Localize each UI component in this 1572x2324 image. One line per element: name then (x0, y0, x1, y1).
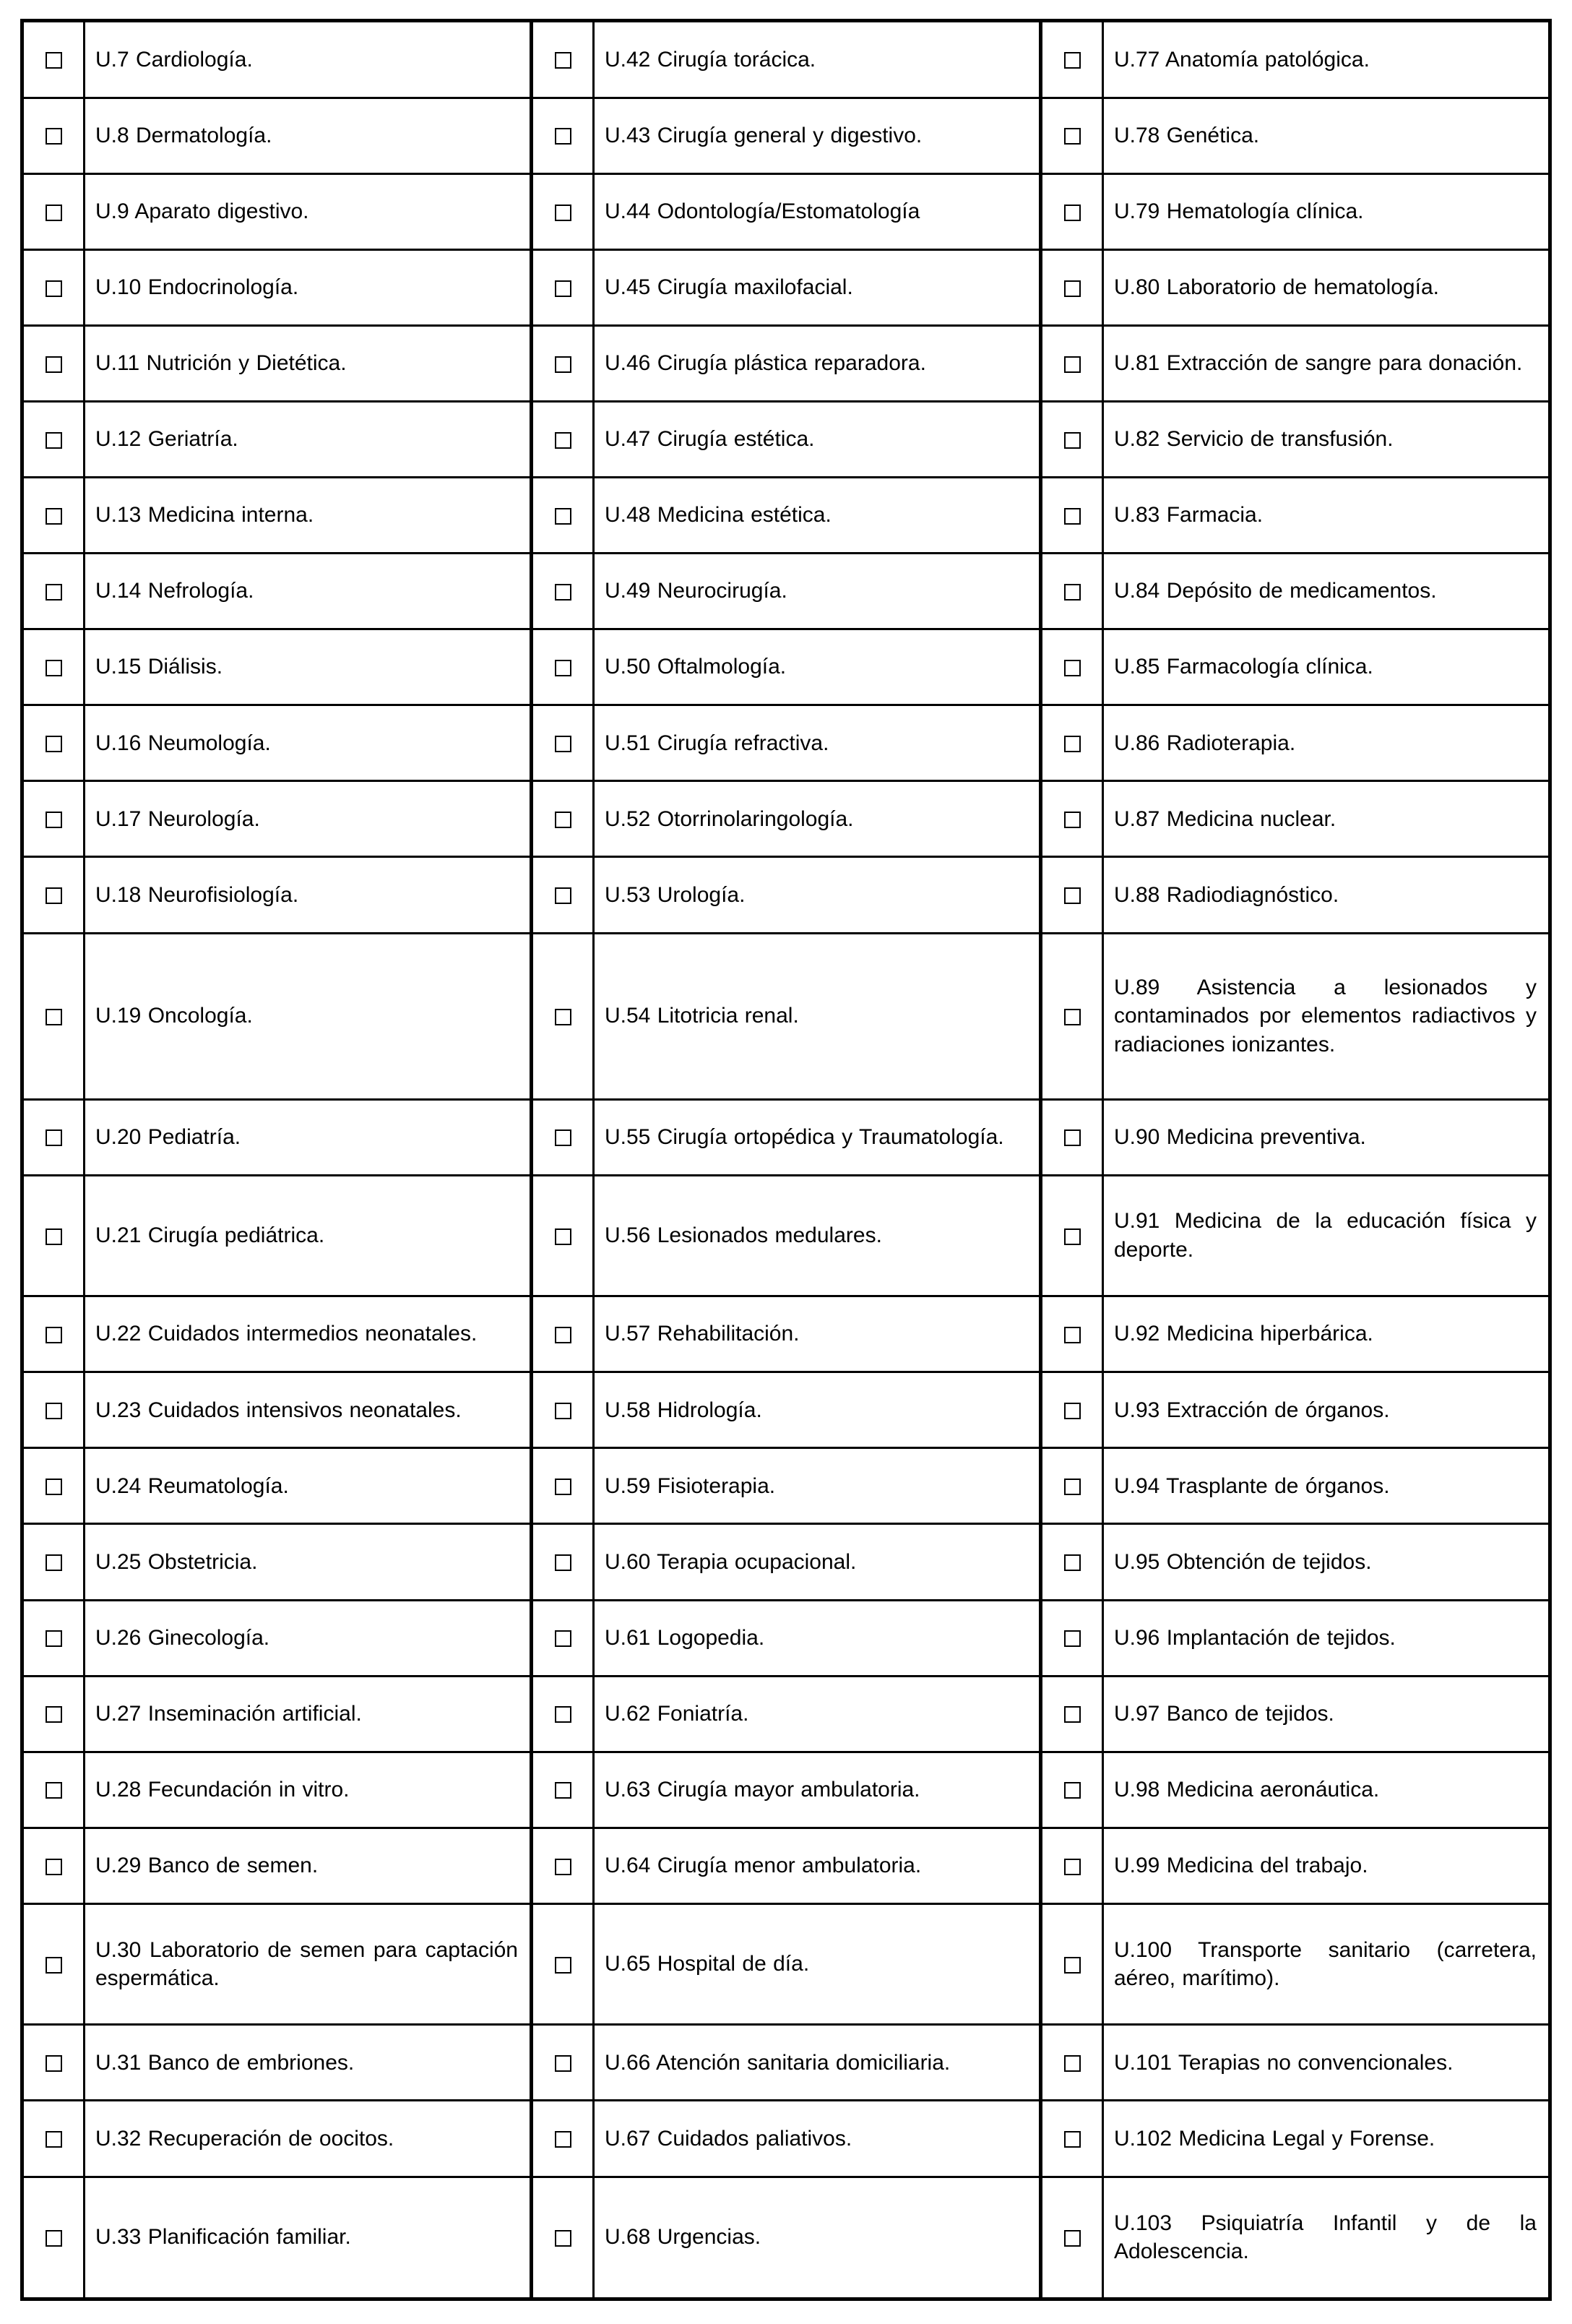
unit-label: U.68 Urgencias. (594, 2177, 1041, 2299)
table-row (22, 1828, 1550, 1903)
unit-label: U.29 Banco de semen. (85, 1828, 532, 1903)
units-table-body (22, 21, 1550, 2299)
unit-checkbox-icon[interactable] (1064, 1479, 1081, 1495)
unit-checkbox-icon[interactable] (46, 432, 62, 449)
unit-checkbox-icon[interactable] (1064, 660, 1081, 676)
checkbox-cell (532, 1296, 594, 1372)
unit-checkbox-icon[interactable] (1064, 280, 1081, 297)
unit-label: U.24 Reumatología. (85, 1448, 532, 1524)
unit-label: U.19 Oncología. (85, 933, 532, 1099)
unit-checkbox-icon[interactable] (555, 128, 571, 145)
table-row (22, 1752, 1550, 1828)
unit-checkbox-icon[interactable] (46, 1009, 62, 1025)
checkbox-cell (1041, 2025, 1103, 2101)
checkbox-cell (1041, 1099, 1103, 1175)
checkbox-cell (1041, 1524, 1103, 1600)
checkbox-cell (532, 933, 594, 1099)
unit-checkbox-icon[interactable] (46, 584, 62, 601)
checkbox-cell (22, 1828, 85, 1903)
unit-label: U.23 Cuidados intensivos neonatales. (85, 1372, 532, 1448)
unit-checkbox-icon[interactable] (46, 812, 62, 828)
unit-label: U.52 Otorrinolaringología. (594, 781, 1041, 857)
unit-label: U.102 Medicina Legal y Forense. (1103, 2101, 1550, 2177)
unit-label: U.88 Radiodiagnóstico. (1103, 857, 1550, 933)
checkbox-cell (532, 1903, 594, 2025)
checkbox-cell (22, 1676, 85, 1752)
checkbox-cell (22, 1448, 85, 1524)
unit-label: U.47 Cirugía estética. (594, 401, 1041, 477)
checkbox-cell (532, 1448, 594, 1524)
checkbox-cell (1041, 249, 1103, 325)
table-row (22, 2177, 1550, 2299)
unit-checkbox-icon[interactable] (555, 1957, 571, 1974)
unit-label: U.22 Cuidados intermedios neonatales. (85, 1296, 532, 1372)
table-row (22, 98, 1550, 173)
unit-checkbox-icon[interactable] (1064, 1009, 1081, 1025)
checkbox-cell (22, 2177, 85, 2299)
unit-checkbox-icon[interactable] (555, 2131, 571, 2148)
checkbox-cell (1041, 1600, 1103, 1676)
unit-label: U.84 Depósito de medicamentos. (1103, 554, 1550, 629)
unit-label: U.31 Banco de embriones. (85, 2025, 532, 2101)
unit-checkbox-icon[interactable] (555, 2055, 571, 2072)
checkbox-cell (532, 1524, 594, 1600)
unit-checkbox-icon[interactable] (1064, 736, 1081, 752)
table-row (22, 554, 1550, 629)
checkbox-cell (22, 933, 85, 1099)
unit-checkbox-icon[interactable] (555, 736, 571, 752)
unit-label: U.61 Logopedia. (594, 1600, 1041, 1676)
unit-label: U.79 Hematología clínica. (1103, 173, 1550, 249)
unit-label: U.86 Radioterapia. (1103, 705, 1550, 781)
unit-checkbox-icon[interactable] (46, 1403, 62, 1419)
unit-label: U.13 Medicina interna. (85, 478, 532, 554)
unit-label: U.55 Cirugía ortopédica y Traumatología. (594, 1099, 1041, 1175)
checkbox-cell (532, 21, 594, 98)
unit-checkbox-icon[interactable] (555, 1228, 571, 1245)
unit-label: U.98 Medicina aeronáutica. (1103, 1752, 1550, 1828)
unit-checkbox-icon[interactable] (1064, 1554, 1081, 1571)
unit-checkbox-icon[interactable] (46, 660, 62, 676)
unit-label: U.64 Cirugía menor ambulatoria. (594, 1828, 1041, 1903)
checkbox-cell (22, 2025, 85, 2101)
unit-label: U.57 Rehabilitación. (594, 1296, 1041, 1372)
checkbox-cell (1041, 629, 1103, 705)
unit-checkbox-icon[interactable] (555, 280, 571, 297)
unit-checkbox-icon[interactable] (1064, 887, 1081, 904)
unit-checkbox-icon[interactable] (555, 2230, 571, 2247)
checkbox-cell (532, 554, 594, 629)
unit-label: U.66 Atención sanitaria domiciliaria. (594, 2025, 1041, 2101)
checkbox-cell (1041, 1372, 1103, 1448)
unit-label: U.95 Obtención de tejidos. (1103, 1524, 1550, 1600)
unit-label: U.30 Laboratorio de semen para captación espermática. (85, 1903, 532, 2025)
unit-checkbox-icon[interactable] (46, 1554, 62, 1571)
checkbox-cell (532, 2177, 594, 2299)
unit-checkbox-icon[interactable] (555, 1009, 571, 1025)
checkbox-cell (22, 857, 85, 933)
table-row (22, 1372, 1550, 1448)
unit-checkbox-icon[interactable] (555, 205, 571, 221)
unit-checkbox-icon[interactable] (555, 1630, 571, 1647)
unit-checkbox-icon[interactable] (555, 52, 571, 69)
unit-checkbox-icon[interactable] (46, 356, 62, 373)
checkbox-cell (22, 325, 85, 401)
unit-label: U.90 Medicina preventiva. (1103, 1099, 1550, 1175)
table-row (22, 781, 1550, 857)
unit-checkbox-icon[interactable] (46, 128, 62, 145)
unit-label: U.91 Medicina de la educación física y deporte. (1103, 1175, 1550, 1296)
unit-label: U.25 Obstetricia. (85, 1524, 532, 1600)
checkbox-cell (532, 249, 594, 325)
unit-checkbox-icon[interactable] (555, 1129, 571, 1146)
unit-checkbox-icon[interactable] (555, 1859, 571, 1875)
unit-label: U.14 Nefrología. (85, 554, 532, 629)
unit-checkbox-icon[interactable] (1064, 128, 1081, 145)
table-row (22, 249, 1550, 325)
unit-checkbox-icon[interactable] (555, 1403, 571, 1419)
unit-checkbox-icon[interactable] (555, 508, 571, 525)
unit-label: U.53 Urología. (594, 857, 1041, 933)
unit-checkbox-icon[interactable] (46, 1706, 62, 1723)
checkbox-cell (22, 1524, 85, 1600)
table-row (22, 1296, 1550, 1372)
checkbox-cell (532, 2101, 594, 2177)
unit-label: U.87 Medicina nuclear. (1103, 781, 1550, 857)
unit-label: U.67 Cuidados paliativos. (594, 2101, 1041, 2177)
unit-checkbox-icon[interactable] (46, 205, 62, 221)
units-table (20, 19, 1552, 2301)
unit-label: U.43 Cirugía general y digestivo. (594, 98, 1041, 173)
unit-label: U.56 Lesionados medulares. (594, 1175, 1041, 1296)
unit-checkbox-icon[interactable] (46, 1228, 62, 1245)
unit-checkbox-icon[interactable] (555, 1327, 571, 1343)
unit-label: U.92 Medicina hiperbárica. (1103, 1296, 1550, 1372)
unit-label: U.93 Extracción de órganos. (1103, 1372, 1550, 1448)
unit-checkbox-icon[interactable] (1064, 2230, 1081, 2247)
unit-checkbox-icon[interactable] (555, 584, 571, 601)
unit-checkbox-icon[interactable] (46, 736, 62, 752)
table-row (22, 705, 1550, 781)
unit-checkbox-icon[interactable] (555, 356, 571, 373)
unit-label: U.58 Hidrología. (594, 1372, 1041, 1448)
unit-label: U.82 Servicio de transfusión. (1103, 401, 1550, 477)
unit-label: U.49 Neurocirugía. (594, 554, 1041, 629)
unit-label: U.51 Cirugía refractiva. (594, 705, 1041, 781)
checkbox-cell (532, 325, 594, 401)
unit-checkbox-icon[interactable] (1064, 1630, 1081, 1647)
checkbox-cell (22, 173, 85, 249)
unit-label: U.8 Dermatología. (85, 98, 532, 173)
checkbox-cell (1041, 1448, 1103, 1524)
unit-checkbox-icon[interactable] (46, 887, 62, 904)
checkbox-cell (22, 781, 85, 857)
checkbox-cell (532, 1099, 594, 1175)
unit-label: U.28 Fecundación in vitro. (85, 1752, 532, 1828)
unit-checkbox-icon[interactable] (1064, 1782, 1081, 1799)
unit-checkbox-icon[interactable] (1064, 1228, 1081, 1245)
unit-label: U.100 Transporte sanitario (carretera, aéreo, marítimo). (1103, 1903, 1550, 2025)
unit-checkbox-icon[interactable] (555, 1554, 571, 1571)
unit-checkbox-icon[interactable] (555, 1479, 571, 1495)
table-row (22, 21, 1550, 98)
checkbox-cell (532, 629, 594, 705)
unit-label: U.7 Cardiología. (85, 21, 532, 98)
unit-checkbox-icon[interactable] (1064, 584, 1081, 601)
unit-label: U.21 Cirugía pediátrica. (85, 1175, 532, 1296)
table-row (22, 1600, 1550, 1676)
checkbox-cell (1041, 781, 1103, 857)
unit-label: U.94 Trasplante de órganos. (1103, 1448, 1550, 1524)
unit-label: U.32 Recuperación de oocitos. (85, 2101, 532, 2177)
unit-checkbox-icon[interactable] (1064, 2131, 1081, 2148)
checkbox-cell (532, 173, 594, 249)
unit-checkbox-icon[interactable] (1064, 508, 1081, 525)
unit-checkbox-icon[interactable] (46, 1957, 62, 1974)
table-row (22, 2101, 1550, 2177)
checkbox-cell (1041, 98, 1103, 173)
checkbox-cell (1041, 325, 1103, 401)
unit-label: U.59 Fisioterapia. (594, 1448, 1041, 1524)
checkbox-cell (22, 554, 85, 629)
unit-label: U.96 Implantación de tejidos. (1103, 1600, 1550, 1676)
unit-label: U.78 Genética. (1103, 98, 1550, 173)
checkbox-cell (22, 1600, 85, 1676)
unit-checkbox-icon[interactable] (555, 812, 571, 828)
unit-label: U.42 Cirugía torácica. (594, 21, 1041, 98)
checkbox-cell (532, 1676, 594, 1752)
unit-label: U.99 Medicina del trabajo. (1103, 1828, 1550, 1903)
table-row (22, 1903, 1550, 2025)
table-row (22, 933, 1550, 1099)
unit-checkbox-icon[interactable] (1064, 812, 1081, 828)
checkbox-cell (532, 705, 594, 781)
unit-checkbox-icon[interactable] (46, 1129, 62, 1146)
table-row (22, 1676, 1550, 1752)
unit-label: U.9 Aparato digestivo. (85, 173, 532, 249)
checkbox-cell (532, 98, 594, 173)
checkbox-cell (22, 1372, 85, 1448)
checkbox-cell (532, 1600, 594, 1676)
unit-label: U.18 Neurofisiología. (85, 857, 532, 933)
unit-label: U.12 Geriatría. (85, 401, 532, 477)
unit-checkbox-icon[interactable] (555, 1782, 571, 1799)
checkbox-cell (532, 401, 594, 477)
checkbox-cell (22, 705, 85, 781)
checkbox-cell (1041, 857, 1103, 933)
unit-checkbox-icon[interactable] (46, 1782, 62, 1799)
checkbox-cell (1041, 1296, 1103, 1372)
checkbox-cell (22, 2101, 85, 2177)
unit-label: U.60 Terapia ocupacional. (594, 1524, 1041, 1600)
checkbox-cell (22, 1903, 85, 2025)
unit-label: U.20 Pediatría. (85, 1099, 532, 1175)
checkbox-cell (22, 98, 85, 173)
checkbox-cell (22, 249, 85, 325)
unit-checkbox-icon[interactable] (1064, 205, 1081, 221)
checkbox-cell (532, 781, 594, 857)
checkbox-cell (1041, 2101, 1103, 2177)
unit-checkbox-icon[interactable] (46, 1630, 62, 1647)
checkbox-cell (1041, 2177, 1103, 2299)
unit-checkbox-icon[interactable] (46, 52, 62, 69)
checkbox-cell (532, 1175, 594, 1296)
table-row (22, 1524, 1550, 1600)
checkbox-cell (1041, 1828, 1103, 1903)
unit-checkbox-icon[interactable] (46, 1479, 62, 1495)
table-row (22, 2025, 1550, 2101)
unit-label: U.97 Banco de tejidos. (1103, 1676, 1550, 1752)
unit-label: U.45 Cirugía maxilofacial. (594, 249, 1041, 325)
checkbox-cell (22, 21, 85, 98)
checkbox-cell (1041, 933, 1103, 1099)
checkbox-cell (1041, 401, 1103, 477)
unit-checkbox-icon[interactable] (46, 280, 62, 297)
unit-label: U.80 Laboratorio de hematología. (1103, 249, 1550, 325)
unit-checkbox-icon[interactable] (1064, 1859, 1081, 1875)
unit-label: U.63 Cirugía mayor ambulatoria. (594, 1752, 1041, 1828)
unit-label: U.54 Litotricia renal. (594, 933, 1041, 1099)
checkbox-cell (532, 1372, 594, 1448)
unit-label: U.77 Anatomía patológica. (1103, 21, 1550, 98)
checkbox-cell (532, 478, 594, 554)
unit-label: U.65 Hospital de día. (594, 1903, 1041, 2025)
checkbox-cell (1041, 1676, 1103, 1752)
checkbox-cell (1041, 1752, 1103, 1828)
unit-label: U.103 Psiquiatría Infantil y de la Adolescencia. (1103, 2177, 1550, 2299)
unit-checkbox-icon[interactable] (1064, 432, 1081, 449)
unit-checkbox-icon[interactable] (555, 660, 571, 676)
unit-checkbox-icon[interactable] (46, 1859, 62, 1875)
unit-label: U.50 Oftalmología. (594, 629, 1041, 705)
unit-checkbox-icon[interactable] (555, 887, 571, 904)
checkbox-cell (1041, 1903, 1103, 2025)
table-row (22, 325, 1550, 401)
unit-label: U.33 Planificación familiar. (85, 2177, 532, 2299)
unit-checkbox-icon[interactable] (1064, 1403, 1081, 1419)
table-row (22, 1175, 1550, 1296)
checkbox-cell (532, 1752, 594, 1828)
unit-checkbox-icon[interactable] (555, 432, 571, 449)
checkbox-cell (22, 629, 85, 705)
unit-checkbox-icon[interactable] (1064, 2055, 1081, 2072)
checkbox-cell (22, 401, 85, 477)
unit-checkbox-icon[interactable] (1064, 1706, 1081, 1723)
unit-label: U.44 Odontología/Estomatología (594, 173, 1041, 249)
checkbox-cell (22, 478, 85, 554)
table-row (22, 173, 1550, 249)
unit-label: U.11 Nutrición y Dietética. (85, 325, 532, 401)
checkbox-cell (532, 857, 594, 933)
unit-checkbox-icon[interactable] (46, 2230, 62, 2247)
checkbox-cell (1041, 554, 1103, 629)
checkbox-cell (1041, 705, 1103, 781)
checkbox-cell (1041, 21, 1103, 98)
checkbox-cell (22, 1296, 85, 1372)
unit-label: U.101 Terapias no convencionales. (1103, 2025, 1550, 2101)
checkbox-cell (22, 1175, 85, 1296)
checkbox-cell (1041, 478, 1103, 554)
checkbox-cell (532, 2025, 594, 2101)
unit-checkbox-icon[interactable] (46, 2131, 62, 2148)
unit-label: U.81 Extracción de sangre para donación. (1103, 325, 1550, 401)
table-row (22, 1099, 1550, 1175)
checkbox-cell (1041, 1175, 1103, 1296)
unit-checkbox-icon[interactable] (46, 508, 62, 525)
checkbox-cell (22, 1752, 85, 1828)
unit-checkbox-icon[interactable] (1064, 52, 1081, 69)
unit-label: U.10 Endocrinología. (85, 249, 532, 325)
unit-label: U.27 Inseminación artificial. (85, 1676, 532, 1752)
unit-label: U.26 Ginecología. (85, 1600, 532, 1676)
table-row (22, 478, 1550, 554)
unit-label: U.46 Cirugía plástica reparadora. (594, 325, 1041, 401)
unit-label: U.15 Diálisis. (85, 629, 532, 705)
unit-checkbox-icon[interactable] (46, 1327, 62, 1343)
table-row (22, 629, 1550, 705)
unit-checkbox-icon[interactable] (1064, 356, 1081, 373)
unit-label: U.85 Farmacología clínica. (1103, 629, 1550, 705)
checkbox-cell (22, 1099, 85, 1175)
unit-checkbox-icon[interactable] (1064, 1327, 1081, 1343)
unit-checkbox-icon[interactable] (555, 1706, 571, 1723)
unit-checkbox-icon[interactable] (46, 2055, 62, 2072)
unit-label: U.83 Farmacia. (1103, 478, 1550, 554)
unit-checkbox-icon[interactable] (1064, 1129, 1081, 1146)
unit-label: U.89 Asistencia a lesionados y contaminados por elementos radiactivos y radiaciones ionizantes. (1103, 933, 1550, 1099)
unit-label: U.62 Foniatría. (594, 1676, 1041, 1752)
table-row (22, 401, 1550, 477)
table-row (22, 857, 1550, 933)
table-row (22, 1448, 1550, 1524)
unit-label: U.16 Neumología. (85, 705, 532, 781)
unit-label: U.48 Medicina estética. (594, 478, 1041, 554)
checkbox-cell (532, 1828, 594, 1903)
unit-checkbox-icon[interactable] (1064, 1957, 1081, 1974)
unit-label: U.17 Neurología. (85, 781, 532, 857)
checkbox-cell (1041, 173, 1103, 249)
